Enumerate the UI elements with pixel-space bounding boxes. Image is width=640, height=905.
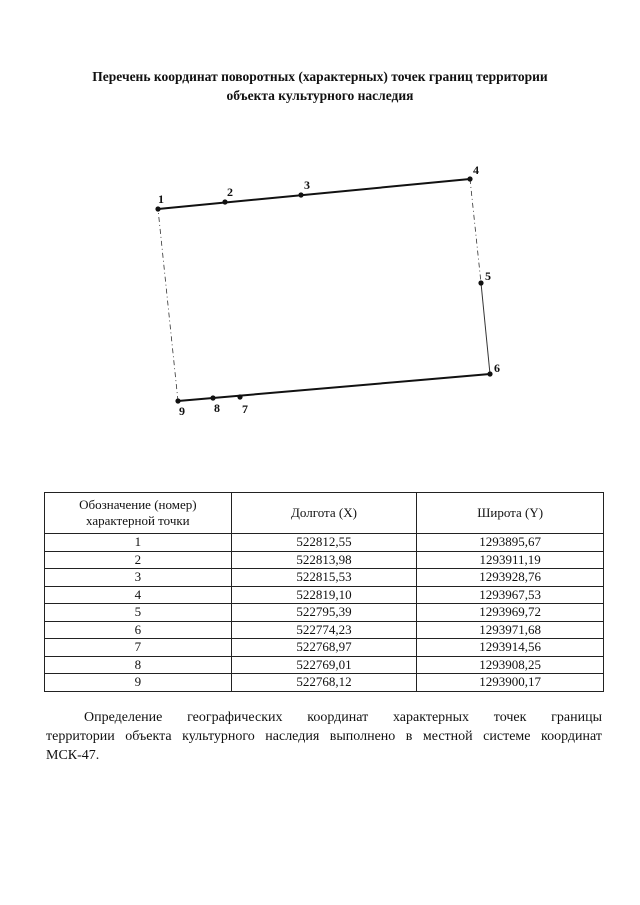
point-label-2: 2	[227, 185, 233, 199]
boundary-edge-bottom	[178, 374, 490, 401]
point-label-4: 4	[473, 163, 479, 177]
table-header-row	[45, 493, 604, 534]
cell-point: 6	[45, 621, 232, 639]
cell-x: 522769,01	[231, 656, 417, 674]
cell-x: 522815,53	[231, 569, 417, 587]
cell-y: 1293895,67	[417, 534, 604, 552]
table-row	[45, 639, 604, 657]
cell-point: 5	[45, 604, 232, 622]
table-row	[45, 534, 604, 552]
cell-point: 4	[45, 586, 232, 604]
header-point-number: Обозначение (номер) характерной точки	[45, 493, 232, 534]
cell-point: 9	[45, 674, 232, 692]
point-label-9: 9	[179, 404, 185, 418]
coordinate-system-note	[46, 708, 602, 765]
boundary-edge-right-upper	[470, 179, 481, 283]
cell-point: 8	[45, 656, 232, 674]
cell-x: 522819,10	[231, 586, 417, 604]
point-marker-1	[155, 206, 160, 211]
point-marker-7	[237, 394, 242, 399]
cell-y: 1293928,76	[417, 569, 604, 587]
table-row	[45, 569, 604, 587]
cell-y: 1293900,17	[417, 674, 604, 692]
point-marker-5	[478, 280, 483, 285]
table-row	[45, 621, 604, 639]
point-marker-3	[298, 192, 303, 197]
cell-x: 522795,39	[231, 604, 417, 622]
table-row	[45, 674, 604, 692]
note-line-rest: территории объекта культурного наследия выполнено в местной системе координат МСК-47.	[46, 729, 602, 763]
table-row	[45, 604, 604, 622]
cell-y: 1293911,19	[417, 551, 604, 569]
cell-x: 522812,55	[231, 534, 417, 552]
coordinates-table	[44, 492, 604, 692]
point-marker-8	[210, 395, 215, 400]
note-line-1: Определение географических координат характерных точек границы	[84, 710, 602, 725]
point-marker-2	[222, 199, 227, 204]
cell-point: 7	[45, 639, 232, 657]
cell-point: 1	[45, 534, 232, 552]
document-title	[40, 67, 600, 105]
cell-point: 2	[45, 551, 232, 569]
boundary-diagram	[0, 150, 640, 440]
title-line-2: объекта культурного наследия	[226, 88, 414, 103]
point-marker-9	[175, 398, 180, 403]
boundary-edge-top	[158, 179, 470, 209]
point-marker-4	[467, 176, 472, 181]
cell-y: 1293908,25	[417, 656, 604, 674]
cell-x: 522813,98	[231, 551, 417, 569]
point-label-3: 3	[304, 178, 310, 192]
title-line-1: Перечень координат поворотных (характерных) точек границ территории	[92, 69, 548, 84]
boundary-edge-left	[158, 209, 178, 401]
cell-y: 1293971,68	[417, 621, 604, 639]
cell-point: 3	[45, 569, 232, 587]
cell-y: 1293969,72	[417, 604, 604, 622]
point-label-1: 1	[158, 192, 164, 206]
header-latitude: Широта (Y)	[417, 493, 604, 534]
point-label-7: 7	[242, 402, 248, 416]
point-label-5: 5	[485, 269, 491, 283]
table-row	[45, 586, 604, 604]
cell-y: 1293914,56	[417, 639, 604, 657]
cell-x: 522768,12	[231, 674, 417, 692]
cell-y: 1293967,53	[417, 586, 604, 604]
header-longitude: Долгота (X)	[231, 493, 417, 534]
table-row	[45, 551, 604, 569]
boundary-edge-right-lower	[481, 283, 490, 374]
table-row	[45, 656, 604, 674]
cell-x: 522774,23	[231, 621, 417, 639]
point-marker-6	[487, 371, 492, 376]
cell-x: 522768,97	[231, 639, 417, 657]
point-label-8: 8	[214, 401, 220, 415]
point-label-6: 6	[494, 361, 500, 375]
